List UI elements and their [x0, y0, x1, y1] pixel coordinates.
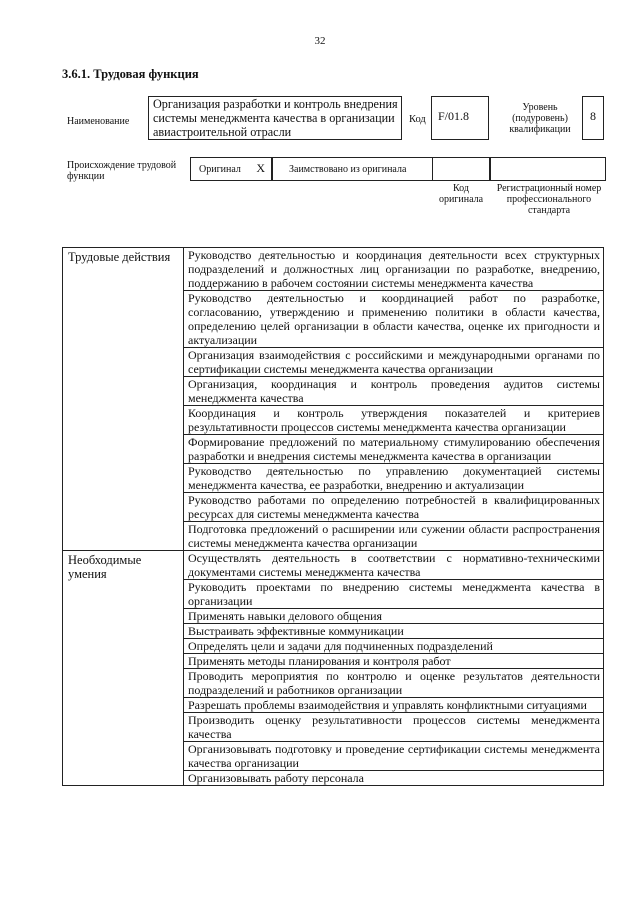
origin-label: Происхождение трудовой функции [67, 160, 177, 182]
required-skills-label [63, 551, 184, 786]
skill-item: Производить оценку результативности процессов системы менеджмента качества [184, 713, 604, 742]
skill-item: Осуществлять деятельность в соответствии с нормативно-техническими документами системы менеджмента качества [184, 551, 604, 580]
qualification-level-cell: 8 [582, 96, 604, 140]
skill-item: Руководить проектами по внедрению системы менеджмента качества в организации [184, 580, 604, 609]
section-heading: 3.6.1. Трудовая функция [62, 67, 199, 81]
labor-action-item: Координация и контроль утверждения показателей и критериев результативности процессов системы менеджмента качества организации [184, 406, 604, 435]
name-label: Наименование [67, 116, 130, 127]
labor-action-item: Руководство деятельностью и координация деятельности всех структурных подразделений и должностных лиц организации по разработке, внедрению, поддержанию в рабочем состоянии системы менеджмента качества [184, 248, 604, 291]
labor-action-item: Руководство деятельностью и координацией работ по разработке, согласованию, утверждению и применению политики в области качества, определению целей организации в области качества, оценке их пригодности и актуализации [184, 291, 604, 348]
origin-original-label: Оригинал [199, 164, 241, 175]
skill-item: Выстраивать эффективные коммуникации [184, 624, 604, 639]
skill-item: Проводить мероприятия по контролю и оценке результатов деятельности подразделений и работников организации [184, 669, 604, 698]
required-skills-label-line: умения [68, 567, 107, 581]
skill-item: Организовывать работу персонала [184, 771, 604, 786]
reg-number-caption: Регистрационный номер профессионального стандарта [496, 183, 602, 216]
reg-number-cell [490, 157, 606, 181]
qualification-level-label: Уровень (подуровень) квалификации [509, 102, 571, 135]
skill-item: Разрешать проблемы взаимодействия и управлять конфликтными ситуациями [184, 698, 604, 713]
origin-original-mark: X [256, 161, 265, 175]
function-details-table [62, 247, 604, 786]
origin-original-cell [190, 157, 272, 181]
skill-item: Организовывать подготовку и проведение сертификации системы менеджмента качества организации [184, 742, 604, 771]
labor-action-item: Руководство работами по определению потребностей в квалифицированных ресурсах для системы менеджмента качества [184, 493, 604, 522]
original-code-cell [432, 157, 490, 181]
skill-item: Применять методы планирования и контроля работ [184, 654, 604, 669]
function-code-cell: F/01.8 [431, 96, 489, 140]
labor-action-item: Подготовка предложений о расширении или сужении области распространения системы менеджмента качества организации [184, 522, 604, 551]
labor-action-item: Организация взаимодействия с российскими и международными органами по сертификации системы менеджмента качества организации [184, 348, 604, 377]
original-code-caption: Код оригинала [438, 183, 484, 205]
required-skills-label-line: Необходимые [68, 553, 142, 567]
labor-action-item: Формирование предложений по материальному стимулированию обеспечения разработки и внедрения системы менеджмента качества в организации [184, 435, 604, 464]
labor-action-item: Организация, координация и контроль проведения аудитов системы менеджмента качества [184, 377, 604, 406]
table-row [63, 551, 604, 580]
function-name-cell: Организация разработки и контроль внедрения системы менеджмента качества в организации авиастроительной отрасли [148, 96, 402, 140]
labor-actions-label: Трудовые действия [63, 248, 184, 551]
origin-borrowed-cell: Заимствовано из оригинала [272, 157, 432, 181]
skill-item: Определять цели и задачи для подчиненных подразделений [184, 639, 604, 654]
table-row [63, 248, 604, 291]
labor-action-item: Руководство деятельностью по управлению документацией системы менеджмента качества, ее разработки, внедрению и актуализации [184, 464, 604, 493]
code-label: Код [409, 114, 426, 125]
page-number: 32 [314, 35, 326, 47]
skill-item: Применять навыки делового общения [184, 609, 604, 624]
